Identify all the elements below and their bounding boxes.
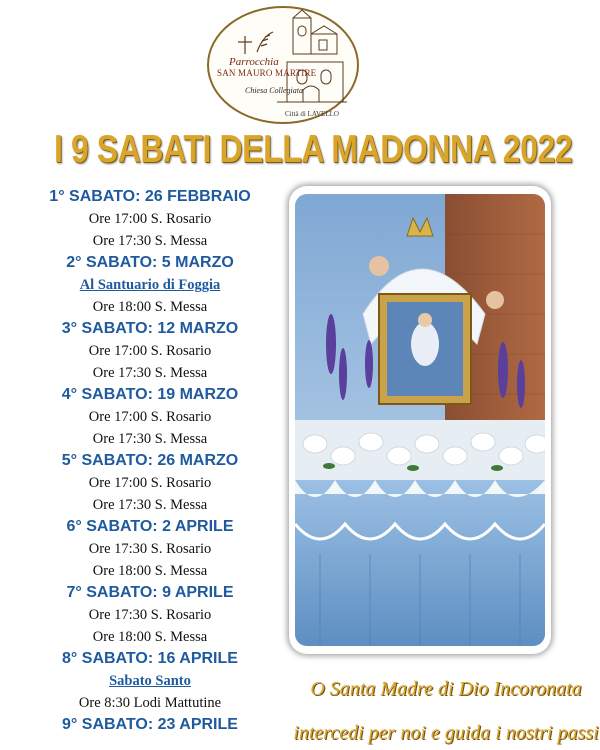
event-time-line: Ore 17:30 S. Messa: [92, 365, 208, 381]
saturday-heading: 6° SABATO: 2 APRILE: [66, 518, 234, 535]
page-title: I 9 SABATI DELLA MADONNA 2022: [54, 128, 573, 171]
event-time-line: Ore 17:30 S. Messa: [92, 431, 208, 447]
logo-church-name: SAN MAURO MARTIRE: [217, 68, 317, 78]
logo-church-subtitle: Chiesa Collegiata: [245, 86, 303, 95]
event-time-line: Ore 17:00 S. Rosario: [88, 343, 212, 359]
event-time-line: Ore 18:00 S. Messa: [92, 629, 208, 645]
event-note-link[interactable]: Sabato Santo: [109, 673, 191, 689]
event-time-line: Ore 17:00 S. Rosario: [88, 409, 212, 425]
event-time-line: Ore 17:30 S. Rosario: [88, 607, 212, 623]
event-time-line: Ore 17:00 S. Rosario: [88, 211, 212, 227]
event-time-line: Ore 18:00 S. Messa: [92, 299, 208, 315]
logo-city: Città di LAVELLO: [285, 110, 339, 118]
event-time-line: Ore 8:30 Lodi Mattutine: [78, 695, 222, 711]
event-note-link[interactable]: Al Santuario di Foggia: [79, 277, 221, 293]
madonna-photo: [295, 194, 545, 646]
saturday-heading: 1° SABATO: 26 FEBBRAIO: [49, 188, 251, 205]
prayer-line-2: intercedi per noi e guida i nostri passi: [293, 722, 599, 744]
saturday-heading: 5° SABATO: 26 MARZO: [61, 452, 239, 469]
parish-logo: [207, 6, 357, 124]
event-time-line: Ore 17:30 S. Messa: [92, 497, 208, 513]
madonna-photo-frame: [289, 186, 551, 654]
saturday-schedule: [0, 186, 300, 736]
saturday-heading: 4° SABATO: 19 MARZO: [61, 386, 239, 403]
prayer-line-1: O Santa Madre di Dio Incoronata: [310, 678, 582, 700]
event-time-line: Ore 17:30 S. Messa: [92, 233, 208, 249]
event-time-line: Ore 17:00 S. Rosario: [88, 475, 212, 491]
logo-parish-label: Parrocchia: [229, 56, 279, 68]
saturday-heading: 3° SABATO: 12 MARZO: [61, 320, 239, 337]
madonna-float-image: [295, 194, 545, 646]
saturday-heading: 8° SABATO: 16 APRILE: [62, 650, 238, 667]
saturday-heading: 9° SABATO: 23 APRILE: [62, 716, 238, 733]
saturday-heading: 7° SABATO: 9 APRILE: [66, 584, 234, 601]
saturday-heading: 2° SABATO: 5 MARZO: [66, 254, 234, 271]
event-time-line: Ore 18:00 S. Messa: [92, 563, 208, 579]
event-time-line: Ore 17:30 S. Rosario: [88, 541, 212, 557]
